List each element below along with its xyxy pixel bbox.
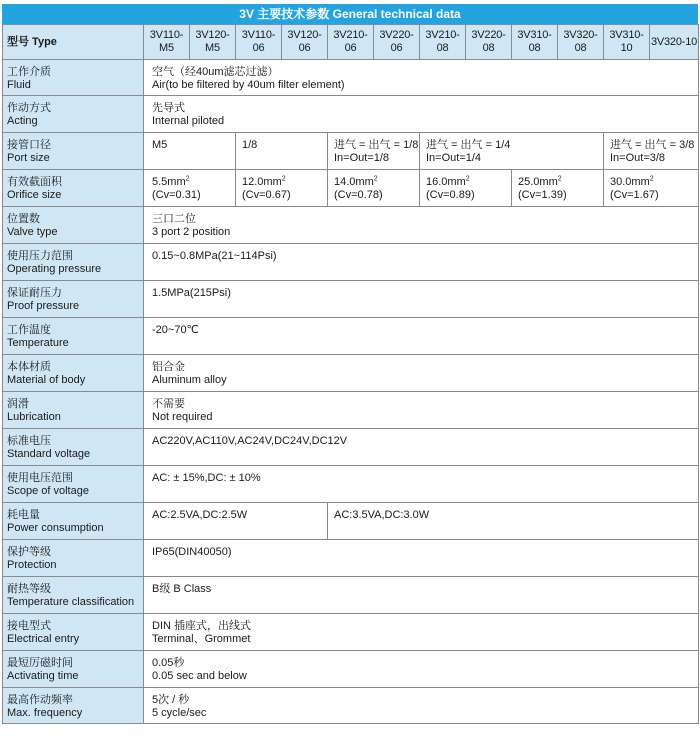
- value-text: 0.15~0.8MPa(21~114Psi): [152, 250, 277, 262]
- row-max-frequency: [3, 688, 699, 724]
- label-cn: 工作介质: [7, 66, 51, 78]
- label-en: Electrical entry: [7, 633, 80, 645]
- value-area: $16.0mm^2$: [426, 175, 470, 188]
- row-material-of-body: [3, 355, 699, 392]
- value-cell: [144, 392, 699, 429]
- value-cell: [236, 170, 328, 207]
- value-cell: [144, 207, 699, 244]
- value-en: Internal piloted: [152, 115, 225, 127]
- value-cell: [512, 170, 604, 207]
- value-en: In=Out=3/8: [610, 152, 666, 164]
- value-cell: [144, 429, 699, 466]
- row-acting: [3, 96, 699, 133]
- model-cell: 3V110-M5: [144, 25, 190, 60]
- value-en: 3 port 2 position: [152, 226, 231, 238]
- spec-sheet: [2, 4, 698, 724]
- label-en: Max. frequency: [7, 707, 83, 719]
- value-text: AC220V,AC110V,AC24V,DC24V,DC12V: [152, 435, 348, 447]
- value-cn: 空气（经40um滤芯过滤）: [152, 66, 279, 78]
- label-en: Standard voltage: [7, 448, 91, 460]
- label-en: Material of body: [7, 374, 86, 386]
- row-label: [3, 651, 144, 688]
- row-power-consumption: [3, 503, 699, 540]
- value-cell: [144, 651, 699, 688]
- value-cell: [144, 614, 699, 651]
- row-label: [3, 207, 144, 244]
- value-cell: [236, 133, 328, 170]
- value-area: $14.0mm^2$: [334, 175, 378, 188]
- value-cell: [328, 133, 420, 170]
- value-cn: 先导式: [152, 102, 185, 114]
- value-text: AC:3.5VA,DC:3.0W: [334, 509, 430, 521]
- label-en: Temperature: [7, 337, 69, 349]
- value-en: Not required: [152, 411, 213, 423]
- value-en: 5 cycle/sec: [152, 707, 207, 719]
- row-lubrication: [3, 392, 699, 429]
- value-text: 1/8: [242, 139, 258, 151]
- row-label: [3, 429, 144, 466]
- value-cell: [604, 170, 699, 207]
- label-en: Power consumption: [7, 522, 104, 534]
- value-area: $25.0mm^2$: [518, 175, 562, 188]
- row-proof-pressure: [3, 281, 699, 318]
- model-cell: 3V320-10: [650, 25, 699, 60]
- value-cell: [420, 170, 512, 207]
- value-cell: [144, 244, 699, 281]
- value-cell: [144, 60, 699, 96]
- label-cn: 使用压力范围: [7, 250, 73, 262]
- value-area: $5.5mm^2$: [152, 175, 190, 188]
- value-cn: 进气 = 出气 = 3/8: [610, 139, 695, 151]
- label-en: Fluid: [7, 79, 31, 91]
- label-en: Proof pressure: [7, 300, 80, 312]
- value-cn: DIN 插座式，出线式: [152, 620, 251, 632]
- value-text: B级 B Class: [152, 583, 212, 595]
- row-label: [3, 318, 144, 355]
- value-cell: [328, 170, 420, 207]
- value-cell: [144, 540, 699, 577]
- value-text: M5: [152, 139, 168, 151]
- label-cn: 位置数: [7, 213, 40, 225]
- value-cv: (Cv=1.67): [610, 189, 659, 201]
- model-cell: 3V120-M5: [190, 25, 236, 60]
- value-cv: (Cv=0.78): [334, 189, 383, 201]
- row-orifice-size: [3, 170, 699, 207]
- value-en: Aluminum alloy: [152, 374, 227, 386]
- value-cv: (Cv=0.67): [242, 189, 291, 201]
- label-en: Orifice size: [7, 189, 62, 201]
- row-protection: [3, 540, 699, 577]
- value-cn: 进气 = 出气 = 1/8: [334, 139, 419, 151]
- label-cn: 接管口径: [7, 139, 51, 151]
- row-label: [3, 170, 144, 207]
- value-text: -20~70℃: [152, 324, 199, 336]
- row-label: [3, 244, 144, 281]
- value-en: Terminal、Grommet: [152, 633, 251, 645]
- row-temperature-classification: [3, 577, 699, 614]
- value-cell: [144, 688, 699, 724]
- model-row: [3, 25, 699, 60]
- value-en: In=Out=1/8: [334, 152, 390, 164]
- label-en: Protection: [7, 559, 57, 571]
- value-cell: [144, 96, 699, 133]
- label-en: Valve type: [7, 226, 58, 238]
- row-label: [3, 281, 144, 318]
- value-cn: 0.05秒: [152, 657, 185, 669]
- row-electrical-entry: [3, 614, 699, 651]
- value-cell: [328, 503, 699, 540]
- label-cn: 耐热等级: [7, 583, 51, 595]
- value-cv: (Cv=0.89): [426, 189, 475, 201]
- value-cell: [144, 281, 699, 318]
- value-en: Air(to be filtered by 40um filter element): [152, 79, 345, 91]
- label-cn: 有效截面积: [7, 176, 62, 188]
- value-cv: (Cv=1.39): [518, 189, 567, 201]
- row-label: [3, 355, 144, 392]
- value-cn: 三口二位: [152, 213, 196, 225]
- value-cell: [420, 133, 604, 170]
- label-cn: 保护等级: [7, 546, 51, 558]
- value-text: AC:2.5VA,DC:2.5W: [152, 509, 248, 521]
- label-cn: 标准电压: [7, 435, 51, 447]
- row-label: [3, 503, 144, 540]
- label-en: Temperature classification: [7, 596, 135, 608]
- value-cell: [144, 170, 236, 207]
- row-standard-voltage: [3, 429, 699, 466]
- label-en: Operating pressure: [7, 263, 102, 275]
- row-label: [3, 60, 144, 96]
- label-cn: 使用电压范围: [7, 472, 73, 484]
- value-cell: [144, 318, 699, 355]
- value-cell: [144, 577, 699, 614]
- value-cn: 进气 = 出气 = 1/4: [426, 139, 511, 151]
- value-cv: (Cv=0.31): [152, 189, 201, 201]
- row-label: [3, 392, 144, 429]
- model-cell: 3V210-06: [328, 25, 374, 60]
- label-en: Scope of voltage: [7, 485, 89, 497]
- row-operating-pressure: [3, 244, 699, 281]
- label-cn: 耗电量: [7, 509, 40, 521]
- value-cell: [144, 355, 699, 392]
- row-activating-time: [3, 651, 699, 688]
- model-cell: 3V110-06: [236, 25, 282, 60]
- value-text: AC: ± 15%,DC: ± 10%: [152, 472, 261, 484]
- row-fluid: [3, 60, 699, 96]
- value-cn: 5次 / 秒: [152, 694, 190, 706]
- label-cn: 作动方式: [7, 102, 51, 114]
- model-cell: 3V310-08: [512, 25, 558, 60]
- value-area: $30.0mm^2$: [610, 175, 654, 188]
- value-cn: 铝合金: [152, 361, 185, 373]
- label-en: Acting: [7, 115, 38, 127]
- value-cell: [144, 466, 699, 503]
- model-cell: 3V210-08: [420, 25, 466, 60]
- value-cn: 不需要: [152, 398, 185, 410]
- row-temperature: [3, 318, 699, 355]
- row-label: [3, 577, 144, 614]
- value-text: 1.5MPa(215Psi): [152, 287, 231, 299]
- row-port-size: [3, 133, 699, 170]
- label-cn: 接电型式: [7, 620, 51, 632]
- model-cell: 3V120-06: [282, 25, 328, 60]
- model-cell: 3V320-08: [558, 25, 604, 60]
- label-en: Lubrication: [7, 411, 61, 423]
- label-cn: 保证耐压力: [7, 287, 62, 299]
- row-label: [3, 540, 144, 577]
- technical-data-table: [2, 24, 699, 724]
- row-label: [3, 688, 144, 724]
- model-header: 型号 Type: [3, 25, 144, 60]
- model-cell: 3V220-08: [466, 25, 512, 60]
- label-cn: 润滑: [7, 398, 29, 410]
- table-title: 3V 主要技术参数 General technical data: [2, 4, 698, 24]
- value-text: IP65(DIN40050): [152, 546, 232, 558]
- value-en: In=Out=1/4: [426, 152, 482, 164]
- model-cell: 3V310-10: [604, 25, 650, 60]
- value-cell: [604, 133, 699, 170]
- row-valve-type: [3, 207, 699, 244]
- row-label: [3, 133, 144, 170]
- label-cn: 本体材质: [7, 361, 51, 373]
- value-cell: [144, 503, 328, 540]
- label-cn: 工作温度: [7, 324, 51, 336]
- row-label: [3, 466, 144, 503]
- value-en: 0.05 sec and below: [152, 670, 247, 682]
- value-area: $12.0mm^2$: [242, 175, 286, 188]
- row-label: [3, 96, 144, 133]
- label-cn: 最高作动频率: [7, 694, 73, 706]
- value-cell: [144, 133, 236, 170]
- label-en: Activating time: [7, 670, 79, 682]
- model-cell: 3V220-06: [374, 25, 420, 60]
- label-cn: 最短厉磁时间: [7, 657, 73, 669]
- label-en: Port size: [7, 152, 50, 164]
- row-label: [3, 614, 144, 651]
- row-scope-of-voltage: [3, 466, 699, 503]
